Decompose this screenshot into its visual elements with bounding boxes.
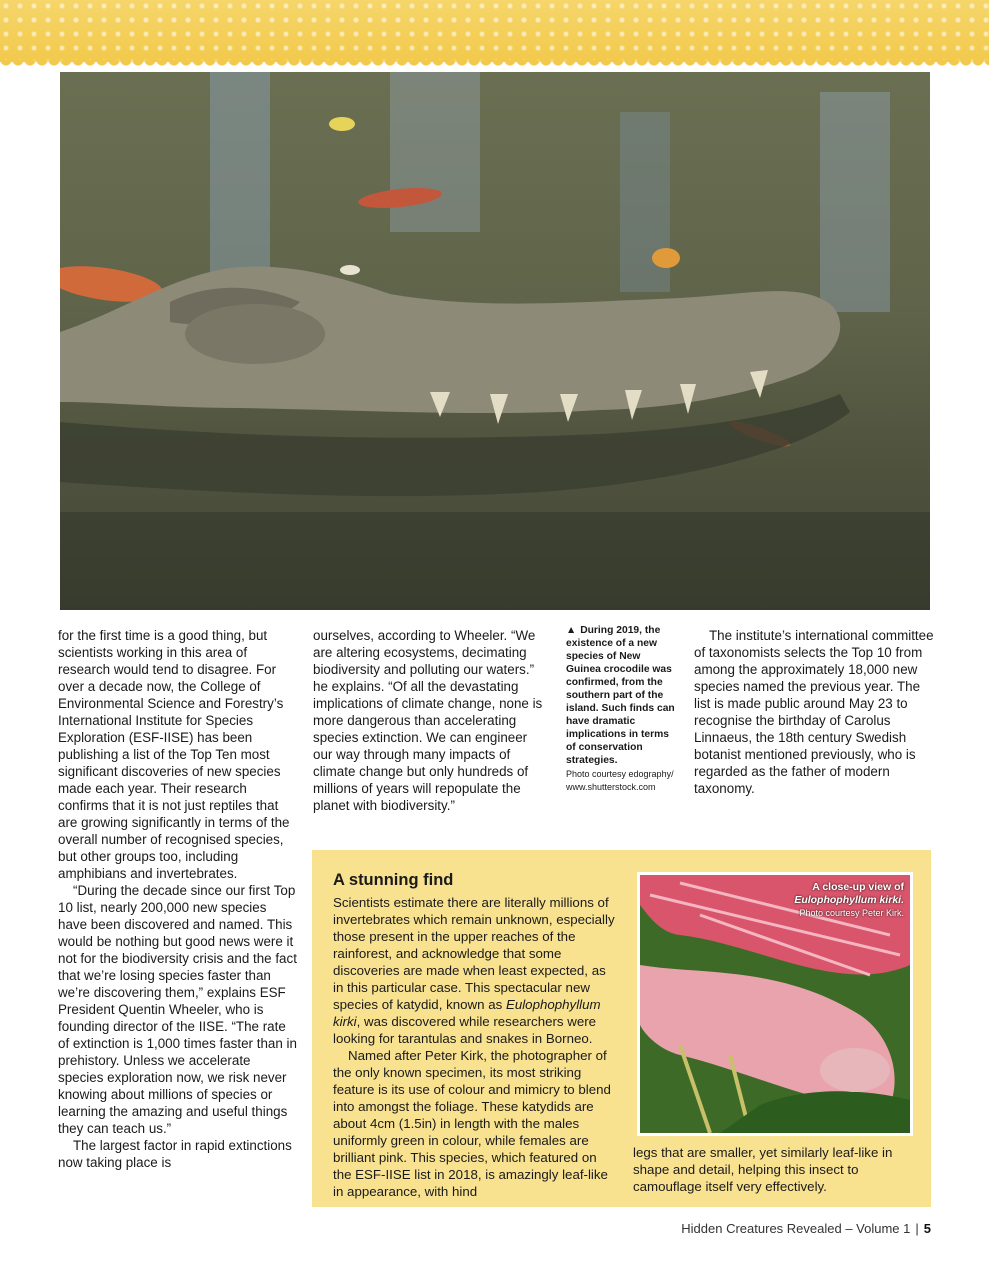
body-paragraph: The institute’s international committee of taxonomists selects the Top 10 from among the approximately 18,000 new species named the previous year. The list is made public around May 23 to recognise the birthday of Carolus Linnaeus, the 18th century Swedish botanist mentioned previously, who is regarded as the father of modern taxonomy. xyxy=(694,628,934,796)
sidebar-paragraph: Named after Peter Kirk, the photographer of the only known specimen, its most striking feature is its use of colour and mimicry to blend into amongst the foliage. These katydids are about 4cm (1.5in) in length with the males uniformly green in colour, while females are brilliant pink. This species, which featured on the ESF-IISE list in 2018, is amazingly leaf-like in appearance, with hind xyxy=(333,1048,611,1199)
article-column-1 xyxy=(58,627,298,1171)
caption-text: During 2019, the existence of a new species of New Guinea crocodile was confirmed, from the southern part of the island. Such finds can have dramatic implications in terms of conservation strategies. xyxy=(566,625,675,766)
footer-separator: | xyxy=(915,1221,919,1236)
body-paragraph: ourselves, according to Wheeler. “We are altering ecosystems, decimating biodiversity and polluting our waters.” he explains. “Of all the devastating implications of climate change, none is more dangerous than accelerating species extinction. We can engineer our way through many impacts of climate change but only hundreds of millions of years will repopulate the planet with biodiversity.” xyxy=(313,628,543,813)
sidebar-box xyxy=(312,850,931,1207)
up-arrow-icon: ▲ xyxy=(566,625,577,636)
page-footer xyxy=(681,1221,931,1236)
photo-credit: Photo courtesy edography/ www.shutterstock.com xyxy=(566,769,674,792)
body-paragraph: The largest factor in rapid extinctions now taking place is xyxy=(58,1138,292,1170)
sidebar-paragraph: Scientists estimate there are literally millions of invertebrates which remain unknown, especially those present in the upper reaches of the rainforest, and acknowledge that some discoveries are made when least expected, as in this particular case. This spectacular new species of katydid, known as Eulophophyllum kirki, was discovered while researchers were looking for tarantulas and snakes in Borneo. xyxy=(333,895,615,1046)
katydid-photo xyxy=(637,872,913,1136)
body-paragraph: “During the decade since our first Top 10 list, nearly 200,000 new species have been discovered and named. This would be nothing but good news were it not for the biodiversity crisis and the fact that we’re losing species faster than we’re discovering them,” explains ESF President Quentin Wheeler, who is founding director of the IISE. “The rate of extinction is 1,000 times faster than in prehistory. Unless we accelerate species exploration now, we risk never knowing about millions of species or learning the amazing and useful things they can teach us.” xyxy=(58,883,297,1136)
sidebar-title: A stunning find xyxy=(333,871,454,889)
publication-title: Hidden Creatures Revealed – Volume 1 xyxy=(681,1221,911,1236)
crocodile-photo xyxy=(60,72,930,610)
sidebar-paragraph: legs that are smaller, yet similarly leaf-like in shape and detail, helping this insect to camouflage itself very effectively. xyxy=(633,1145,893,1194)
katydid-caption: A close-up view of Eulophophyllum kirki. Photo courtesy Peter Kirk. xyxy=(794,881,904,918)
species-name: Eulophophyllum kirki. xyxy=(794,894,904,906)
page-number: 5 xyxy=(923,1221,931,1236)
body-paragraph: for the first time is a good thing, but scientists working in this area of research would tend to disagree. For over a decade now, the College of Environmental Science and Forestry’s International Institute for Species Exploration (ESF-IISE) has been publishing a list of the Top Ten most significant discoveries of new species made each year. Their research confirms that it is not just reptiles that are growing significantly in terms of the overall number of recognised species, but other groups too, including amphibians and invertebrates. xyxy=(58,628,290,881)
photo-credit: Photo courtesy Peter Kirk. xyxy=(799,908,904,918)
article-column-4 xyxy=(694,627,934,797)
article-column-2 xyxy=(313,627,549,814)
photo-caption xyxy=(566,624,676,794)
species-name: Eulophophyllum kirki xyxy=(333,997,601,1029)
decorative-header-band xyxy=(0,0,989,62)
sidebar-text xyxy=(333,894,618,1200)
